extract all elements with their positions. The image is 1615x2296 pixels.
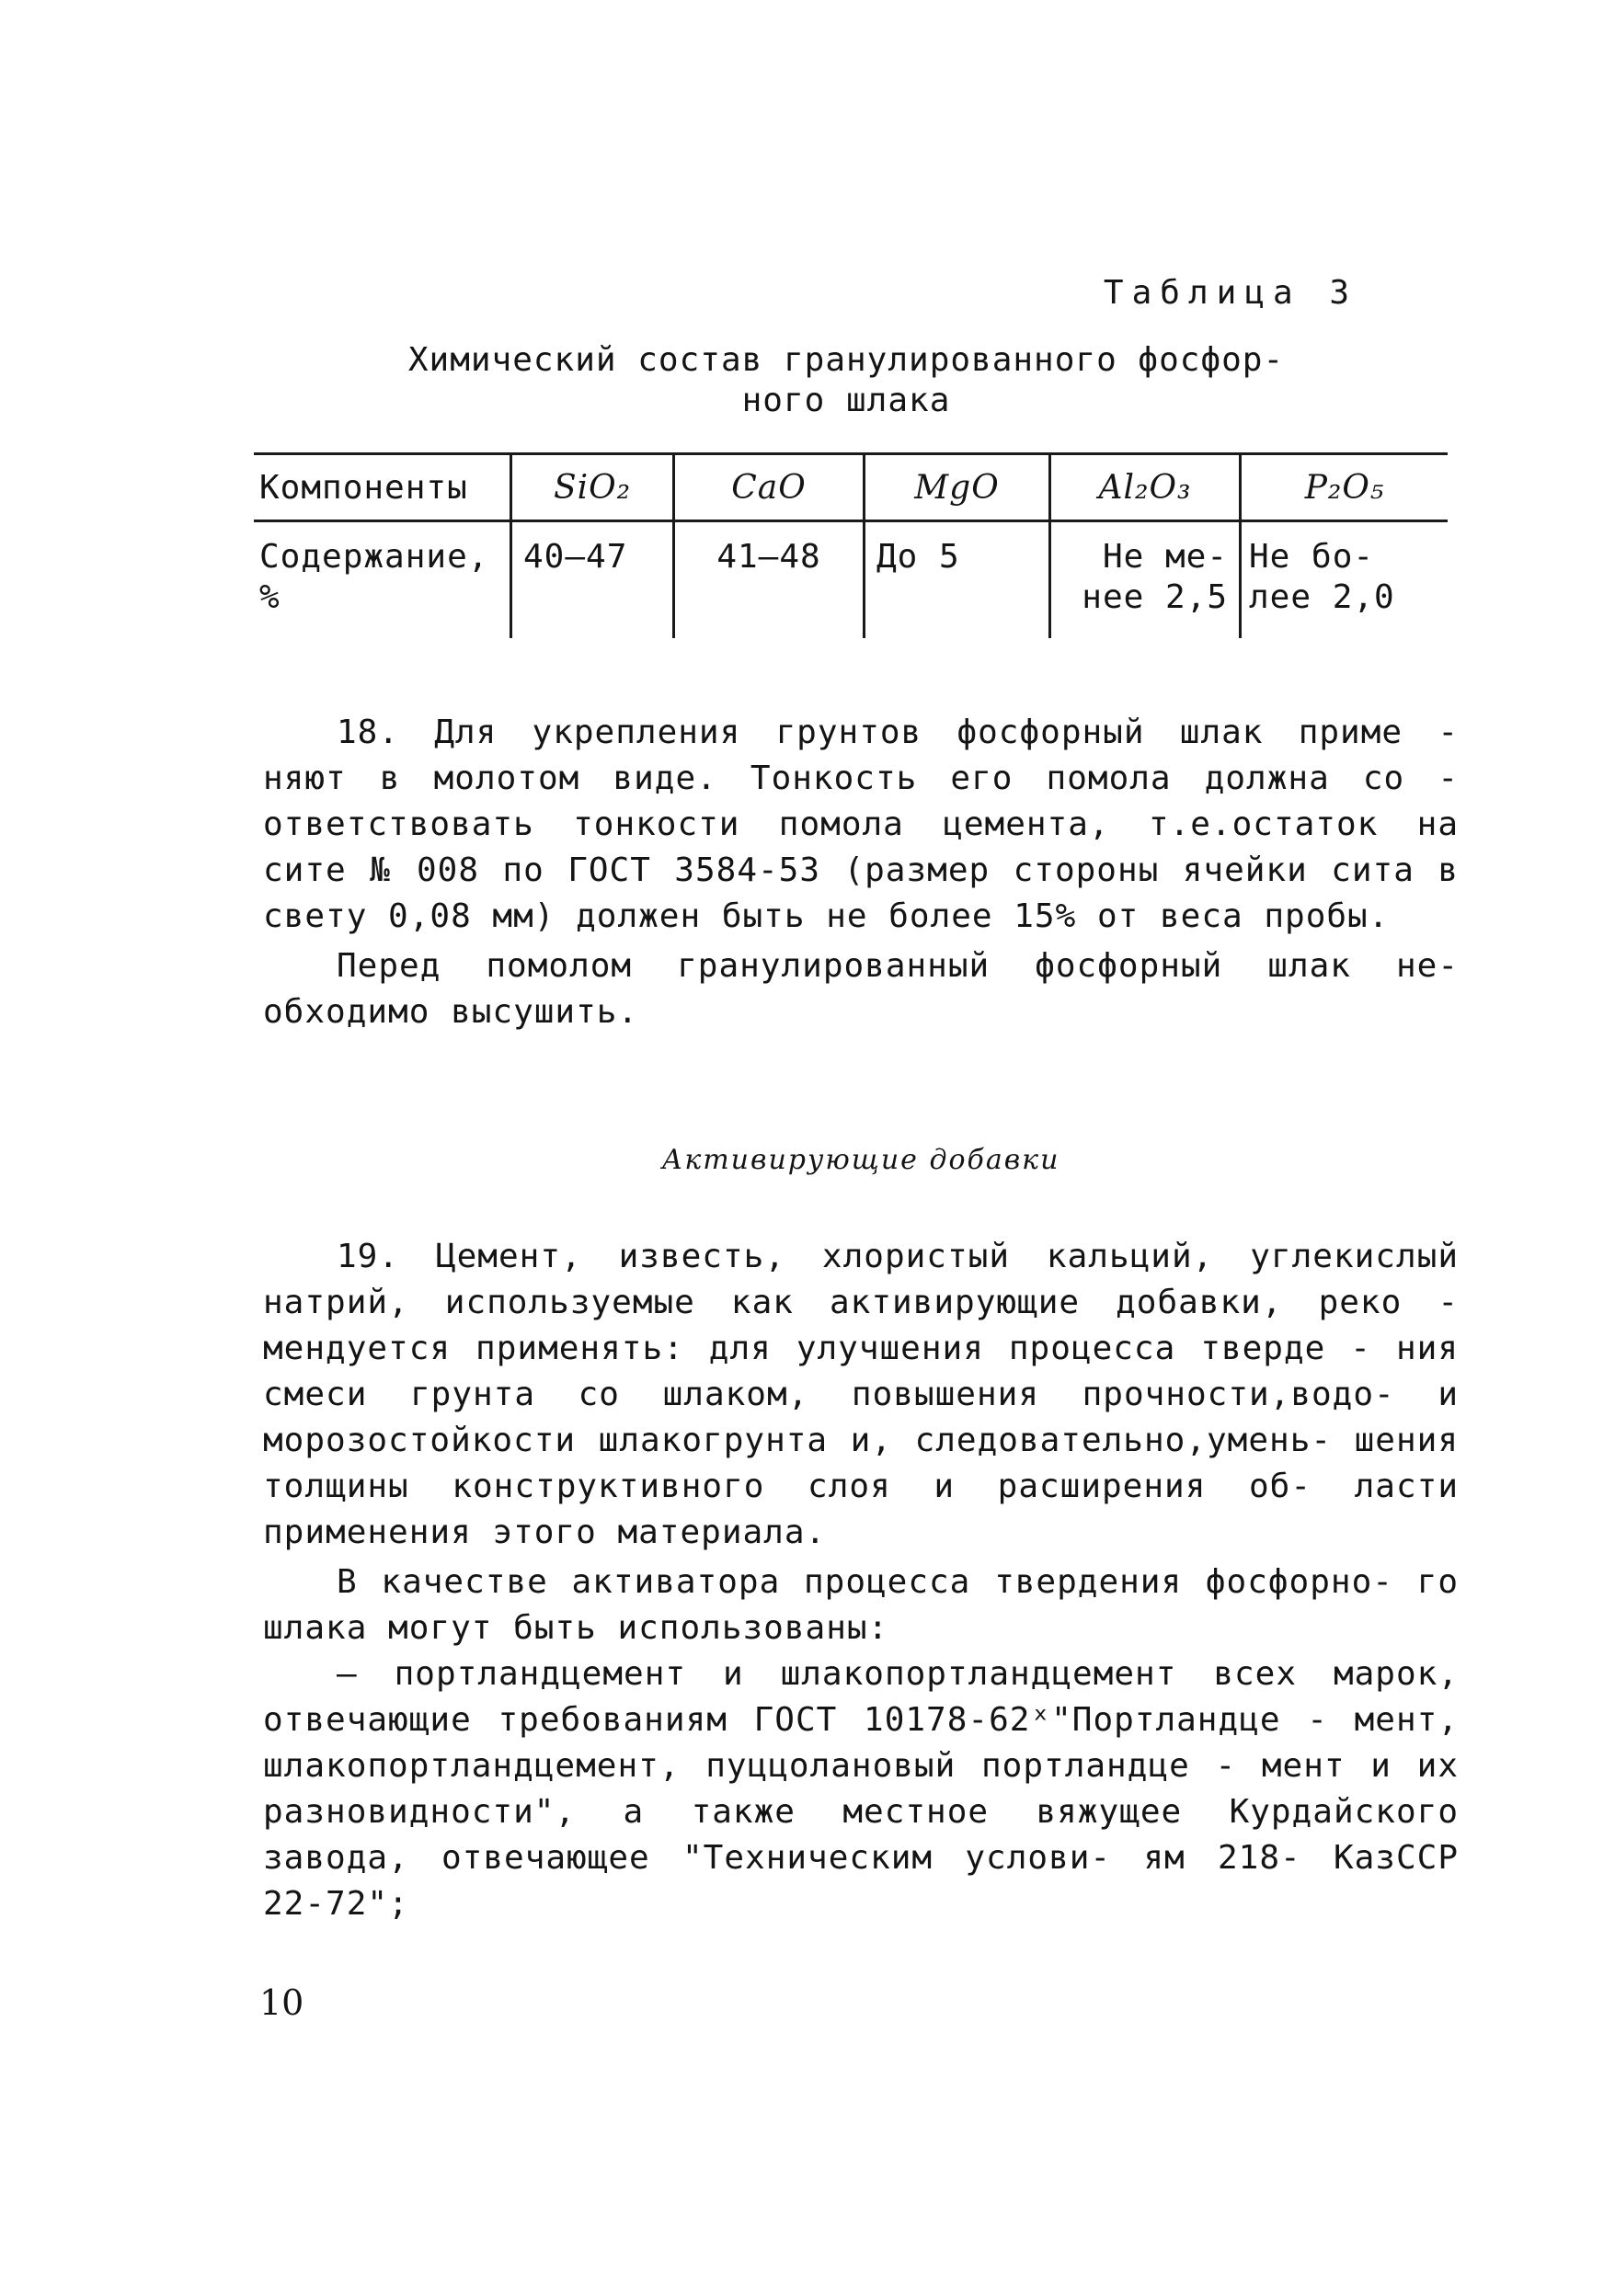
row-label-line-2: %: [259, 578, 281, 616]
header-components: Компоненты: [254, 454, 511, 521]
table-caption-line-1: Химический состав гранулированного фосфор-: [407, 341, 1285, 379]
value-sio2: 40–47: [511, 521, 674, 639]
value-p2o5-line-2: лее 2,0: [1249, 578, 1395, 616]
value-mgo: До 5: [865, 521, 1050, 639]
page-number: 10: [259, 1982, 304, 2023]
paragraph-19-continuation: В качестве активатора процесса твердения фосфорно- го шлака могут быть использованы:: [263, 1563, 1459, 1647]
table-row-content: [254, 521, 1448, 639]
table-caption-line-2: ного шлака: [741, 382, 951, 419]
value-cao: 41–48: [674, 521, 865, 639]
table-caption: [331, 340, 1361, 421]
section-heading: Активирующие добавки: [661, 1144, 1060, 1176]
header-sio2: SiO₂: [511, 454, 674, 521]
row-label: [254, 521, 511, 639]
value-al2o3-line-2: нее 2,5: [1082, 578, 1228, 616]
value-al2o3: [1050, 521, 1241, 639]
table-number: Таблица 3: [1103, 274, 1357, 312]
value-p2o5: [1241, 521, 1449, 639]
table-header-row: [254, 454, 1448, 521]
header-al2o3: Al₂O₃: [1050, 454, 1241, 521]
paragraph-18: 18. Для укрепления грунтов фосфорный шлак приме - няют в молотом виде. Тонкость его помола должна со - ответствовать тонкости помола цемента, т.е.остаток на сите № 008 по ГОСТ 3584-53 (размер стороны ячейки сита в свету 0,08 мм) должен быть не более 15% от веса пробы.: [263, 714, 1459, 935]
header-mgo: MgO: [865, 454, 1050, 521]
paragraph-19-list-item: – портландцемент и шлакопортландцемент всех марок, отвечающие требованиям ГОСТ 10178-62ˣ"Портландце - мент, шлакопортландцемент, пуццолановый портландце - мент и их разновидности", а также местное вяжущее Курдайского завода, отвечающее "Техническим услови- ям 218- КазССР 22-72";: [263, 1655, 1459, 1923]
paragraph-19-block: [263, 1234, 1459, 1927]
value-p2o5-line-1: Не бо-: [1249, 538, 1375, 576]
value-al2o3-line-1: Не ме-: [1102, 538, 1228, 576]
header-p2o5: P₂O₅: [1241, 454, 1449, 521]
chemical-composition-table: [254, 452, 1448, 638]
header-cao: CaO: [674, 454, 865, 521]
paragraph-18-block: [263, 710, 1459, 1035]
paragraph-18-continuation: Перед помолом гранулированный фосфорный шлак не- обходимо высушить.: [263, 947, 1459, 1031]
row-label-line-1: Содержание,: [259, 538, 489, 576]
paragraph-19: 19. Цемент, известь, хлористый кальций, углекислый натрий, используемые как активирующие добавки, реко - мендуется применять: для улучшения процесса тверде - ния смеси грунта со шлаком, повышения прочности,водо- и морозостойкости шлакогрунта и, следовательно,умень- шения толщины конструктивного слоя и расширения об- ласти применения этого материала.: [263, 1238, 1459, 1551]
